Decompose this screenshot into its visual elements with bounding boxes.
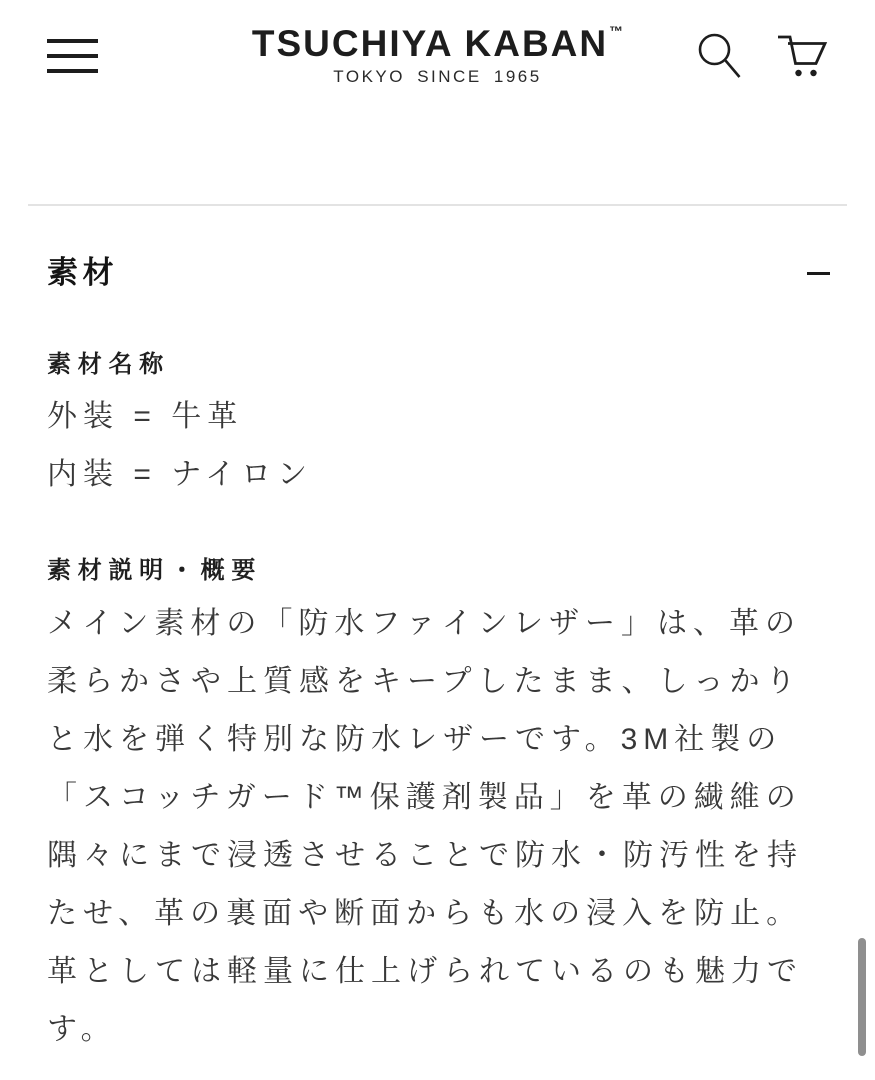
brand-logo[interactable] [252, 24, 623, 87]
cart-button[interactable] [776, 33, 830, 79]
header-icons [698, 33, 830, 79]
menu-button[interactable] [47, 39, 98, 73]
section-divider [28, 204, 847, 206]
material-name-label: 素材名称 [47, 351, 170, 379]
material-exterior-line: 外装 = 牛革 [47, 400, 244, 434]
scrollbar-thumb[interactable] [858, 938, 866, 1056]
minus-icon[interactable] [807, 272, 830, 275]
site-header [0, 0, 875, 100]
hamburger-icon [47, 39, 98, 43]
cart-icon [776, 33, 830, 79]
material-section-title: 素材 [47, 255, 119, 290]
material-accordion-header[interactable] [47, 256, 830, 290]
brand-name: TSUCHIYA KABAN™ [251, 23, 624, 64]
material-accordion-content [47, 352, 835, 1059]
trademark-symbol: ™ [609, 23, 624, 39]
material-interior-line: 内装 = ナイロン [47, 458, 314, 492]
material-accordion [0, 256, 875, 1059]
hamburger-icon [47, 69, 98, 73]
search-icon [698, 33, 742, 79]
material-description-text: メイン素材の「防水ファインレザー」は、革の柔らかさや上質感をキープしたまま、しっかりと水を弾く特別な防水レザーです。3M社製の「スコッチガード™保護剤製品」を革の繊維の隅々にまで浸透させることで防水・防汚性を持たせ、革の裏面や断面からも水の浸入を防止。革としては軽量に仕上げられているのも魅力です。 [47, 606, 803, 1046]
hamburger-icon [47, 54, 98, 58]
material-name-lines [47, 388, 835, 504]
brand-tagline: TOKYO SINCE 1965 [333, 67, 542, 86]
search-button[interactable] [698, 33, 742, 79]
material-description-label: 素材説明・概要 [47, 557, 263, 585]
